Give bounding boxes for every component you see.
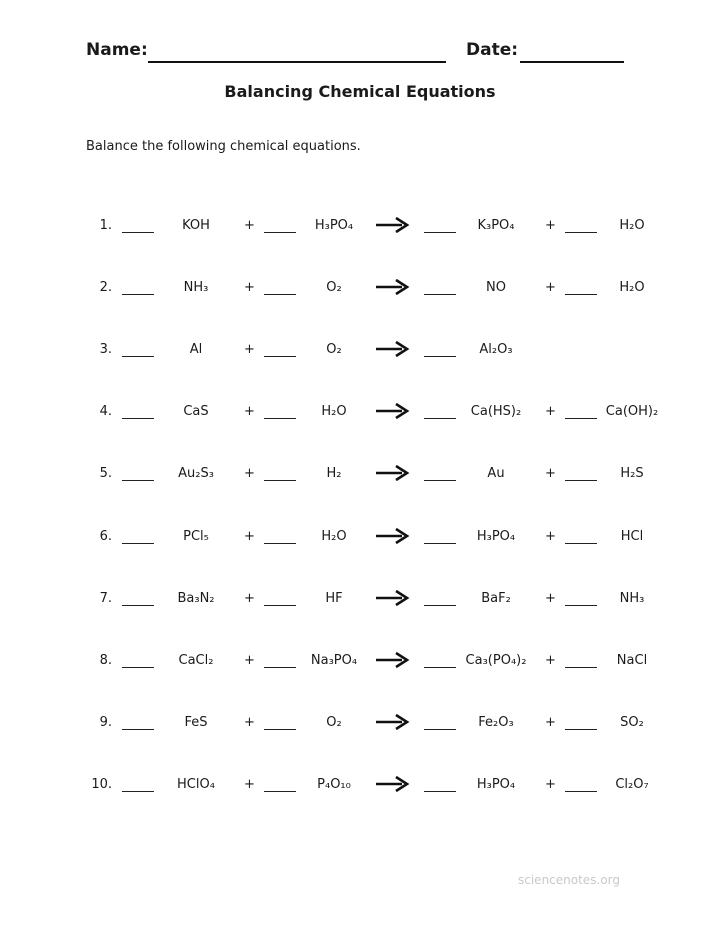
equation-row bbox=[0, 649, 720, 679]
product-1-formula: Al₂O₃ bbox=[479, 342, 513, 358]
reactant-1-formula: Au₂S₃ bbox=[178, 466, 214, 482]
coefficient-blank-4[interactable] bbox=[565, 775, 597, 792]
equation-number: 10. bbox=[91, 776, 112, 792]
plus-sign: + bbox=[545, 776, 556, 792]
coefficient-blank-4[interactable] bbox=[565, 713, 597, 730]
coefficient-blank-2[interactable] bbox=[264, 340, 296, 357]
right-arrow-icon bbox=[374, 525, 410, 545]
coefficient-blank-1[interactable] bbox=[122, 278, 154, 295]
plus-sign: + bbox=[545, 590, 556, 606]
coefficient-blank-2[interactable] bbox=[264, 527, 296, 544]
equation-number: 9. bbox=[99, 714, 112, 730]
plus-sign: + bbox=[244, 652, 255, 668]
coefficient-blank-4[interactable] bbox=[565, 402, 597, 419]
coefficient-blank-2[interactable] bbox=[264, 713, 296, 730]
coefficient-blank-3[interactable] bbox=[424, 527, 456, 544]
right-arrow-icon bbox=[374, 587, 410, 607]
coefficient-blank-2[interactable] bbox=[264, 402, 296, 419]
coefficient-blank-3[interactable] bbox=[424, 402, 456, 419]
reactant-2-formula: O₂ bbox=[326, 280, 342, 296]
reactant-1-formula: Ba₃N₂ bbox=[177, 590, 215, 606]
plus-sign: + bbox=[244, 776, 255, 792]
product-2-formula: Cl₂O₇ bbox=[615, 776, 649, 792]
plus-sign: + bbox=[244, 342, 255, 358]
product-1-formula: Ca(HS)₂ bbox=[470, 404, 522, 420]
equation-row bbox=[0, 525, 720, 555]
coefficient-blank-1[interactable] bbox=[122, 651, 154, 668]
plus-sign: + bbox=[244, 280, 255, 296]
date-label: Date: bbox=[466, 40, 519, 60]
coefficient-blank-1[interactable] bbox=[122, 216, 154, 233]
equation-number: 3. bbox=[99, 342, 112, 358]
product-2-formula: H₂S bbox=[620, 466, 644, 482]
coefficient-blank-3[interactable] bbox=[424, 651, 456, 668]
coefficient-blank-3[interactable] bbox=[424, 278, 456, 295]
coefficient-blank-1[interactable] bbox=[122, 589, 154, 606]
coefficient-blank-1[interactable] bbox=[122, 775, 154, 792]
coefficient-blank-2[interactable] bbox=[264, 216, 296, 233]
equation-row bbox=[0, 214, 720, 244]
product-2-formula: SO₂ bbox=[620, 714, 644, 730]
plus-sign: + bbox=[244, 404, 255, 420]
plus-sign: + bbox=[545, 652, 556, 668]
coefficient-blank-2[interactable] bbox=[264, 464, 296, 481]
product-1-formula: BaF₂ bbox=[481, 590, 511, 606]
plus-sign: + bbox=[545, 218, 556, 233]
right-arrow-icon bbox=[374, 214, 410, 234]
product-2-formula: HCl bbox=[620, 528, 644, 544]
plus-sign: + bbox=[545, 466, 556, 482]
product-2-formula: H₂O bbox=[619, 218, 645, 233]
plus-sign: + bbox=[244, 466, 255, 482]
equation-row bbox=[0, 400, 720, 430]
product-1-formula: Ca₃(PO₄)₂ bbox=[465, 652, 527, 668]
watermark: sciencenotes.org bbox=[518, 873, 620, 887]
right-arrow-icon bbox=[374, 649, 410, 669]
equation-row bbox=[0, 773, 720, 803]
plus-sign: + bbox=[545, 528, 556, 544]
coefficient-blank-4[interactable] bbox=[565, 464, 597, 481]
coefficient-blank-3[interactable] bbox=[424, 713, 456, 730]
equation-number: 4. bbox=[99, 404, 112, 420]
reactant-2-formula: P₄O₁₀ bbox=[317, 776, 351, 792]
coefficient-blank-1[interactable] bbox=[122, 527, 154, 544]
date-blank-line[interactable] bbox=[520, 61, 624, 63]
product-1-formula: H₃PO₄ bbox=[476, 528, 516, 544]
product-2-formula: Ca(OH)₂ bbox=[605, 404, 659, 420]
plus-sign: + bbox=[545, 280, 556, 296]
equation-row bbox=[0, 276, 720, 306]
reactant-1-formula: HClO₄ bbox=[177, 776, 215, 792]
product-1-formula: NO bbox=[486, 280, 506, 296]
reactant-1-formula: CaCl₂ bbox=[178, 652, 214, 668]
plus-sign: + bbox=[244, 714, 255, 730]
coefficient-blank-4[interactable] bbox=[565, 527, 597, 544]
reactant-1-formula: CaS bbox=[183, 404, 209, 420]
name-label: Name: bbox=[86, 40, 148, 60]
plus-sign: + bbox=[244, 590, 255, 606]
equation-number: 1. bbox=[99, 218, 112, 233]
equation-row bbox=[0, 587, 720, 617]
right-arrow-icon bbox=[374, 462, 410, 482]
coefficient-blank-4[interactable] bbox=[565, 589, 597, 606]
reactant-2-formula: H₂O bbox=[321, 528, 347, 544]
reactant-2-formula: Na₃PO₄ bbox=[310, 652, 358, 668]
coefficient-blank-1[interactable] bbox=[122, 713, 154, 730]
coefficient-blank-4[interactable] bbox=[565, 216, 597, 233]
reactant-2-formula: O₂ bbox=[326, 342, 342, 358]
coefficient-blank-3[interactable] bbox=[424, 589, 456, 606]
equation-row bbox=[0, 462, 720, 492]
reactant-2-formula: H₂ bbox=[326, 466, 342, 482]
product-1-formula: K₃PO₄ bbox=[477, 218, 515, 233]
plus-sign: + bbox=[545, 714, 556, 730]
right-arrow-icon bbox=[374, 400, 410, 420]
equation-number: 7. bbox=[99, 590, 112, 606]
reactant-2-formula: H₂O bbox=[321, 404, 347, 420]
coefficient-blank-3[interactable] bbox=[424, 464, 456, 481]
coefficient-blank-3[interactable] bbox=[424, 216, 456, 233]
right-arrow-icon bbox=[374, 711, 410, 731]
right-arrow-icon bbox=[374, 338, 410, 358]
coefficient-blank-2[interactable] bbox=[264, 775, 296, 792]
reactant-2-formula: H₃PO₄ bbox=[314, 218, 354, 233]
reactant-1-formula: FeS bbox=[184, 714, 208, 730]
coefficient-blank-2[interactable] bbox=[264, 589, 296, 606]
reactant-2-formula: HF bbox=[325, 590, 343, 606]
coefficient-blank-1[interactable] bbox=[122, 464, 154, 481]
reactant-1-formula: KOH bbox=[182, 218, 210, 233]
reactant-1-formula: Al bbox=[189, 342, 203, 358]
coefficient-blank-4[interactable] bbox=[565, 278, 597, 295]
coefficient-blank-1[interactable] bbox=[122, 402, 154, 419]
right-arrow-icon bbox=[374, 276, 410, 296]
coefficient-blank-2[interactable] bbox=[264, 278, 296, 295]
worksheet-title: Balancing Chemical Equations bbox=[224, 82, 496, 101]
equation-number: 6. bbox=[99, 528, 112, 544]
coefficient-blank-1[interactable] bbox=[122, 340, 154, 357]
plus-sign: + bbox=[244, 218, 255, 233]
product-1-formula: H₃PO₄ bbox=[476, 776, 516, 792]
product-2-formula: NH₃ bbox=[619, 590, 645, 606]
product-1-formula: Au bbox=[487, 466, 505, 482]
product-2-formula: NaCl bbox=[616, 652, 648, 668]
equation-number: 5. bbox=[99, 466, 112, 482]
reactant-2-formula: O₂ bbox=[326, 714, 342, 730]
worksheet-header bbox=[86, 40, 646, 68]
equation-number: 2. bbox=[99, 280, 112, 296]
equation-row bbox=[0, 338, 720, 368]
coefficient-blank-3[interactable] bbox=[424, 775, 456, 792]
equation-row bbox=[0, 711, 720, 741]
plus-sign: + bbox=[545, 404, 556, 420]
reactant-1-formula: PCl₅ bbox=[183, 528, 209, 544]
coefficient-blank-3[interactable] bbox=[424, 340, 456, 357]
equation-number: 8. bbox=[99, 652, 112, 668]
plus-sign: + bbox=[244, 528, 255, 544]
right-arrow-icon bbox=[374, 773, 410, 793]
reactant-1-formula: NH₃ bbox=[183, 280, 209, 296]
coefficient-blank-2[interactable] bbox=[264, 651, 296, 668]
coefficient-blank-4[interactable] bbox=[565, 651, 597, 668]
instructions-text: Balance the following chemical equations. bbox=[86, 139, 361, 154]
name-blank-line[interactable] bbox=[148, 61, 446, 63]
product-2-formula: H₂O bbox=[619, 280, 645, 296]
product-1-formula: Fe₂O₃ bbox=[478, 714, 514, 730]
